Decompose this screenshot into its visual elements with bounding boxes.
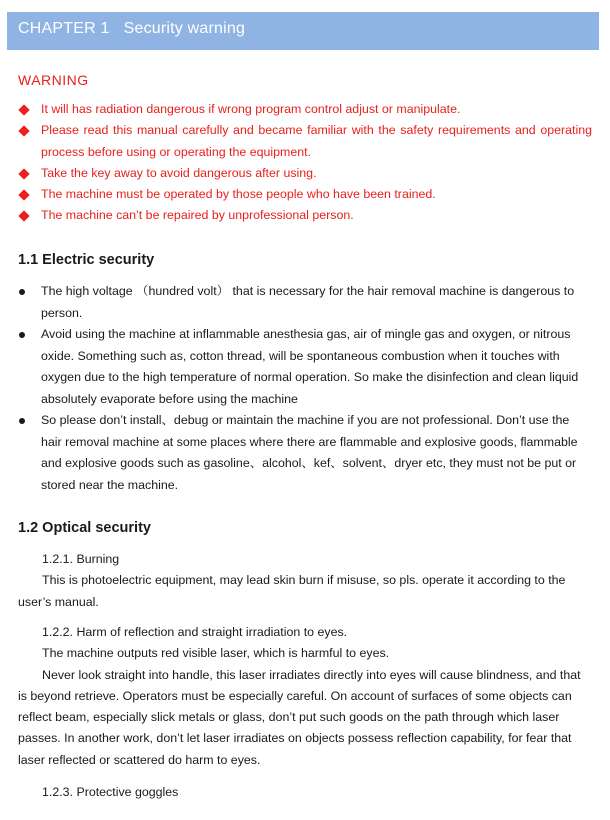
diamond-bullet-icon bbox=[18, 190, 29, 201]
bullet-icon bbox=[19, 332, 25, 338]
chapter-number: CHAPTER 1 bbox=[18, 20, 110, 37]
subsection-title-reflection: 1.2.2. Harm of reflection and straight irradiation to eyes. bbox=[42, 625, 348, 639]
diamond-bullet-icon bbox=[18, 126, 29, 137]
diamond-bullet-icon bbox=[18, 168, 29, 179]
subsection-title-goggles: 1.2.3. Protective goggles bbox=[42, 785, 179, 799]
diamond-bullet-icon bbox=[18, 104, 29, 115]
bullet-icon bbox=[19, 289, 25, 295]
warning-heading: WARNING bbox=[18, 72, 89, 88]
electric-item: So please don’t install、debug or maintain the machine if you are not professional. Don’t use the hair removal machine at some places where there are flammable and explosive goods, flammable and explosive goods such as gasoline、alcohol、kef、solvent、dryer etc, they must not be put or stored near the machine. bbox=[18, 410, 592, 496]
reflection-section bbox=[18, 622, 592, 771]
reflection-text-2: Never look straight into handle, this laser irradiates directly into eyes will cause blindness, and that is beyond retrieve. Operators must be especially careful. On account of surfaces of some objects can reflect beam, especially slick metals or glass, don’t put such goods on the path through which laser passes. In another work, don’t let laser irradiates on objects possess reflection capability, for fear that laser reflected or scattered do harm to eyes. bbox=[18, 667, 581, 767]
goggles-section bbox=[18, 782, 592, 803]
chapter-name: Security warning bbox=[123, 20, 246, 37]
chapter-title bbox=[18, 20, 245, 38]
burning-section bbox=[18, 549, 592, 613]
warning-item: Take the key away to avoid dangerous after using. bbox=[18, 163, 592, 184]
section-heading-optical: 1.2 Optical security bbox=[18, 520, 151, 536]
electric-list bbox=[18, 281, 592, 496]
warning-item: The machine can’t be repaired by unprofessional person. bbox=[18, 205, 592, 226]
warning-item: It will has radiation dangerous if wrong program control adjust or manipulate. bbox=[18, 99, 592, 120]
bullet-icon bbox=[19, 418, 25, 424]
reflection-text-1: The machine outputs red visible laser, which is harmful to eyes. bbox=[42, 646, 390, 661]
subsection-title-burning: 1.2.1. Burning bbox=[42, 552, 120, 566]
burning-text: This is photoelectric equipment, may lead skin burn if misuse, so pls. operate it according to the user’s manual. bbox=[18, 573, 566, 609]
electric-item: Avoid using the machine at inflammable anesthesia gas, air of mingle gas and oxygen, or nitrous oxide. Something such as, cotton thread, will be spontaneous combustion when it touches with oxygen due to the high temperature of normal operation. So make the disinfection and clean liquid absolutely evaporate before using the machine bbox=[18, 324, 592, 410]
warning-item: The machine must be operated by those people who have been trained. bbox=[18, 184, 592, 205]
electric-item: The high voltage （hundred volt） that is necessary for the hair removal machine is dangerous to person. bbox=[18, 281, 592, 324]
section-heading-electric: 1.1 Electric security bbox=[18, 252, 155, 268]
warning-item: Please read this manual carefully and became familiar with the safety requirements and operating process before using or operating the equipment. bbox=[18, 120, 592, 163]
warning-list bbox=[18, 99, 592, 227]
diamond-bullet-icon bbox=[18, 211, 29, 222]
